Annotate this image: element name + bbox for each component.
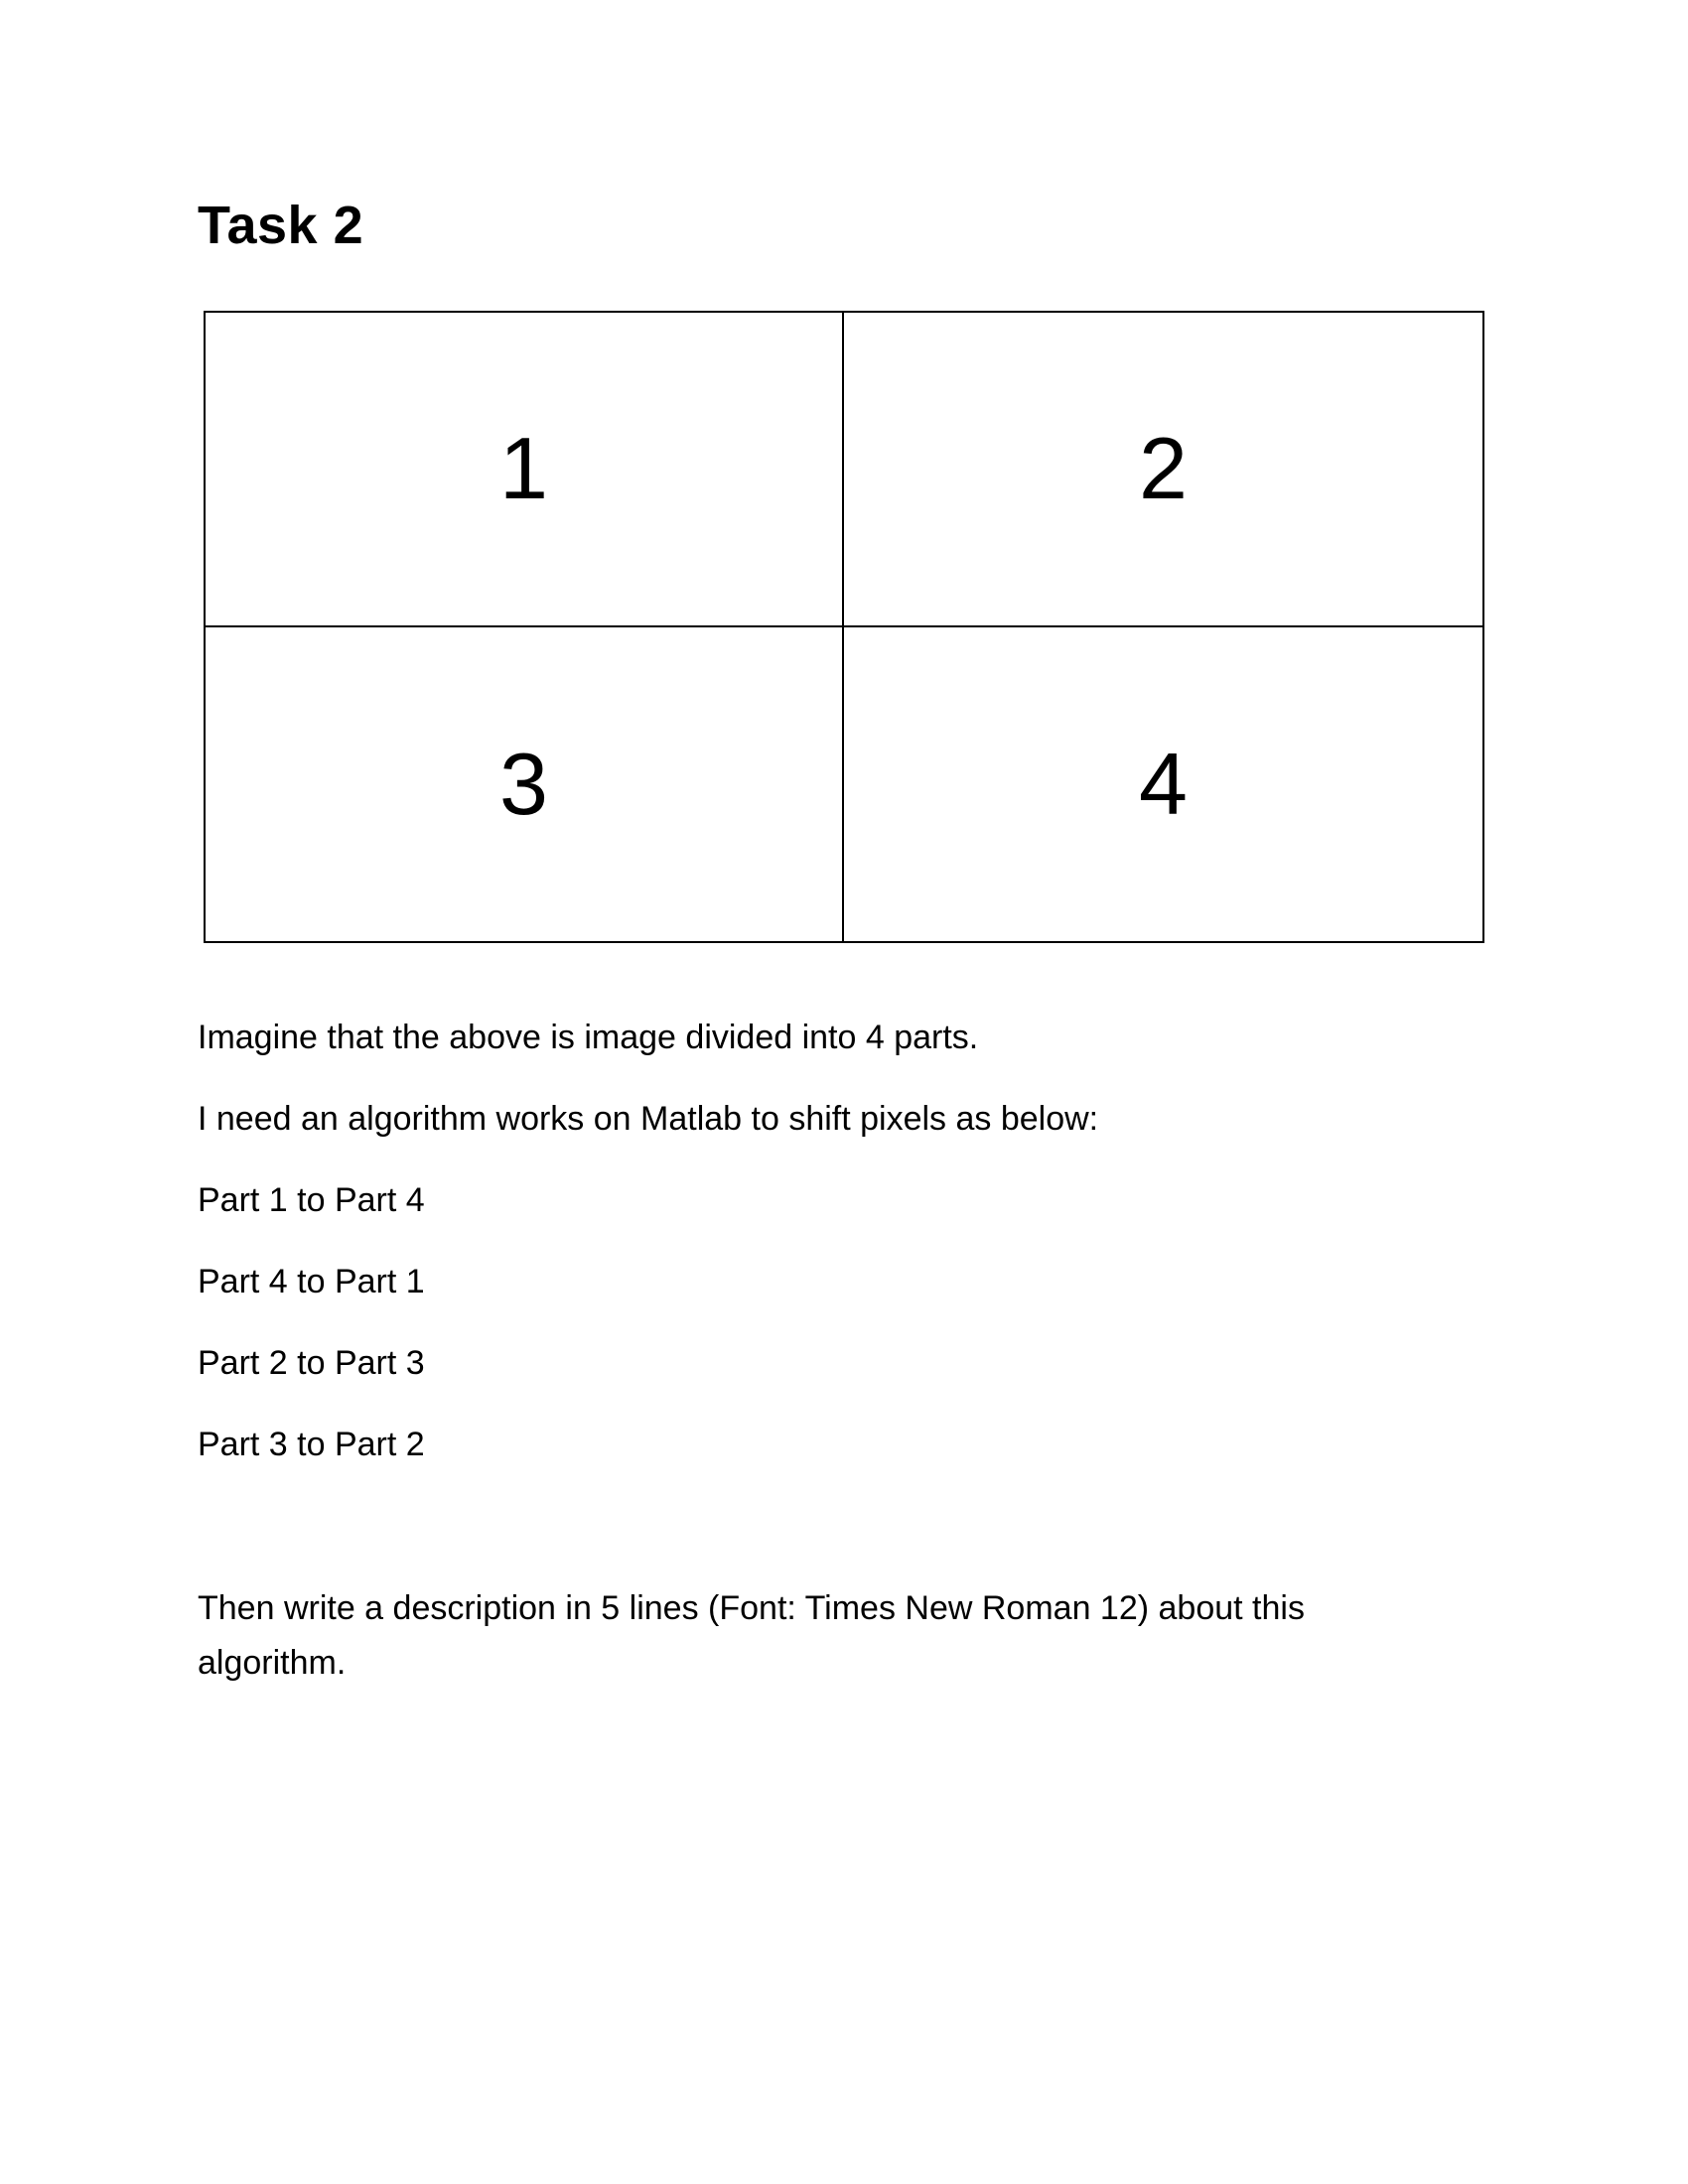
quadrant-grid: [204, 311, 1484, 943]
quadrant-1: 1: [206, 313, 844, 627]
quadrant-3: 3: [206, 627, 844, 942]
quadrant-4: 4: [1139, 734, 1188, 833]
quadrant-2: 2: [844, 313, 1482, 627]
requirement-paragraph: I need an algorithm works on Matlab to shift pixels as below:: [198, 1100, 1099, 1138]
description-paragraph: Then write a description in 5 lines (Font: Times New Roman 12) about this algorithm.: [198, 1589, 1305, 1682]
move-line: Part 4 to Part 1: [198, 1263, 425, 1300]
move-line: Part 2 to Part 3: [198, 1344, 425, 1382]
task-title: Task 2: [198, 196, 364, 255]
intro-paragraph: Imagine that the above is image divided into 4 parts.: [198, 1019, 979, 1056]
move-line: Part 3 to Part 2: [198, 1426, 425, 1463]
move-line: Part 1 to Part 4: [198, 1181, 425, 1219]
